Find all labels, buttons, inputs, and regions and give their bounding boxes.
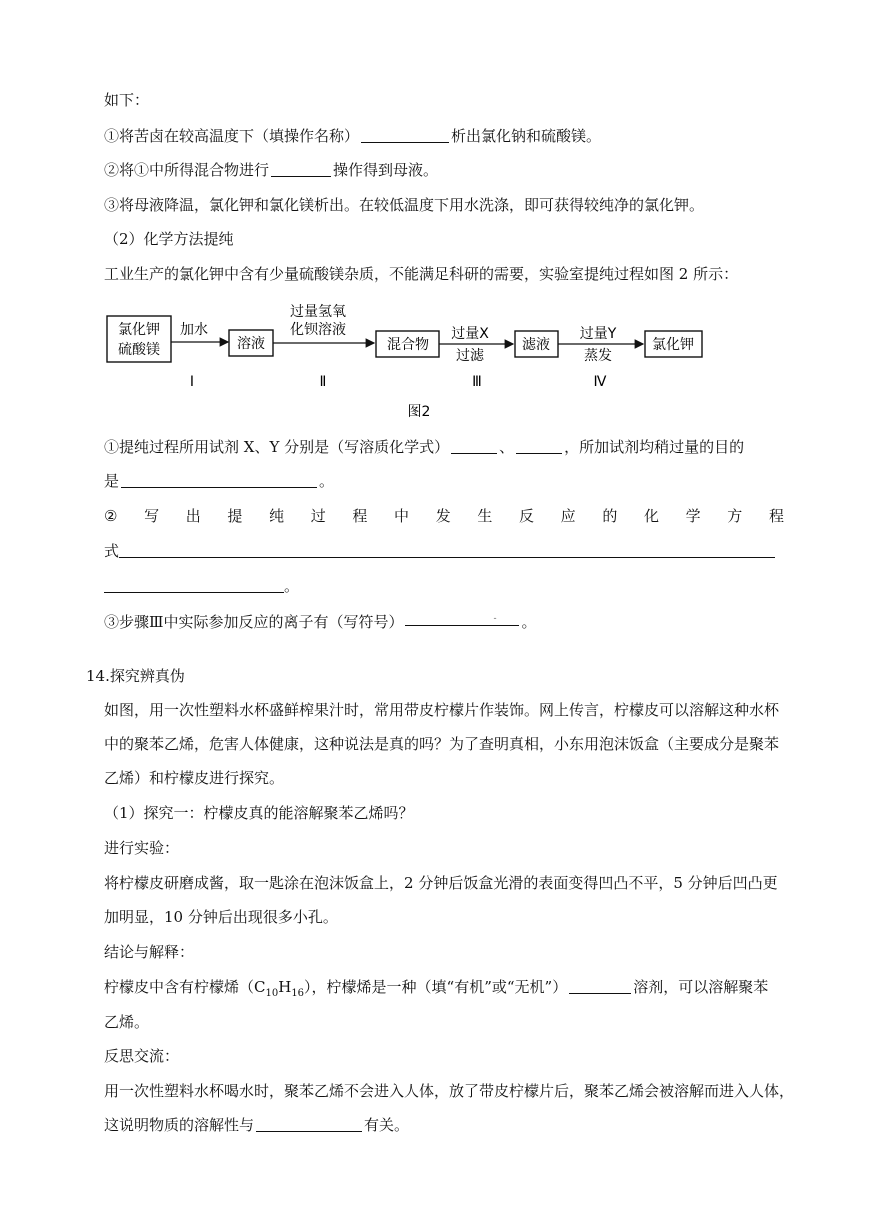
answer-blank-solubility[interactable]: [256, 1115, 362, 1132]
question-1-line: [104, 437, 744, 457]
product-box-label: 氯化钾: [652, 337, 694, 353]
answer-blank-x[interactable]: [451, 437, 497, 454]
faint-mark: -: [493, 614, 497, 624]
arrow-1-label: 加水: [180, 322, 208, 338]
q2-char: 写: [144, 507, 160, 525]
purification-flow-diagram: [0, 0, 869, 430]
answer-blank-purpose[interactable]: [121, 471, 317, 488]
start-box-label-2: 硫酸镁: [118, 342, 160, 358]
q2-char: 纯: [269, 507, 285, 525]
q2-char: 出: [185, 507, 201, 525]
conclusion-end: 乙烯。: [104, 1013, 150, 1031]
q2-char: 学: [685, 507, 701, 525]
question-14-title: [86, 666, 185, 686]
experiment-label: 进行实验：: [104, 839, 180, 857]
paragraph-line: 乙烯）和柠檬皮进行探究。: [104, 769, 285, 787]
step-2-numeral: Ⅱ: [319, 374, 327, 390]
answer-blank-y[interactable]: [516, 437, 562, 454]
experiment-text: 加明显，10 分钟后出现很多小孔。: [104, 908, 338, 926]
conclusion-text: 柠檬皮中含有柠檬烯（C: [104, 978, 266, 996]
conclusion-line: [104, 977, 768, 997]
text-line: [104, 700, 779, 720]
question-2-line-2: [104, 541, 775, 561]
question-1-line-2: [104, 471, 334, 491]
arrow-2-label-1: 过量氢氧: [290, 304, 346, 320]
step-3-numeral: Ⅲ: [472, 374, 482, 390]
answer-blank-equation[interactable]: [119, 541, 775, 558]
question-2-line: [104, 506, 784, 526]
q2-char: 化: [643, 507, 659, 525]
q2-char: 应: [560, 507, 576, 525]
period: 。: [284, 577, 300, 595]
period: 。: [521, 613, 537, 631]
step-1-numeral: Ⅰ: [189, 374, 195, 390]
text-line: [104, 1046, 179, 1066]
question-1-text-end: ，所加试剂均稍过量的目的: [564, 438, 745, 456]
q2-char: 中: [394, 507, 410, 525]
formula-h: H: [278, 978, 292, 996]
paragraph-line: 如图，用一次性塑料水杯盛鲜榨果汁时，常用带皮柠檬片作装饰。网上传言，柠檬皮可以溶解这种水杯: [104, 701, 780, 719]
reflection-label: 反思交流：: [104, 1047, 180, 1065]
question-2-cont: 式: [104, 542, 120, 560]
subscript: 16: [291, 988, 305, 999]
reflection-text-end: 有关。: [364, 1116, 410, 1134]
step-2-text: ②将①中所得混合物进行: [104, 161, 270, 179]
separator: 、: [499, 438, 515, 456]
arrow-3-label-top: 过量X: [451, 326, 489, 342]
step-3-text: ③将母液降温，氯化钾和氯化镁析出。在较低温度下用水洗涤，即可获得较纯净的氯化钾。: [104, 196, 705, 214]
arrow-4-label-top: 过量Y: [579, 326, 617, 342]
question-14-heading: 14.探究辨真伪: [86, 667, 185, 685]
filtrate-box-label: 滤液: [522, 337, 550, 353]
q2-char: 反: [519, 507, 535, 525]
text-line: [104, 803, 414, 823]
exploration-1-heading: （1）探究一：柠檬皮真的能溶解聚苯乙烯吗？: [104, 804, 414, 822]
text-line: [104, 1012, 149, 1032]
conclusion-text-3: 溶剂，可以溶解聚苯: [633, 978, 769, 996]
arrow-3-label-bottom: 过滤: [456, 348, 484, 364]
text-line: [104, 873, 778, 893]
conclusion-text-2: ），柠檬烯是一种（填“有机”或“无机”）: [304, 978, 568, 996]
purification-intro: 工业生产的氯化钾中含有少量硫酸镁杂质，不能满足科研的需要，实验室提纯过程如图 2 所示：: [104, 265, 739, 283]
conclusion-label: 结论与解释：: [104, 943, 195, 961]
question-1-cont: 是: [104, 472, 120, 490]
question-1-text: ①提纯过程所用试剂 X、Y 分别是（写溶质化学式）: [104, 438, 450, 456]
answer-blank-equation-2[interactable]: [104, 576, 284, 593]
text-line: [104, 1081, 794, 1101]
text-line: [104, 734, 779, 754]
paragraph-line: 中的聚苯乙烯，危害人体健康，这种说法是真的吗？为了查明真相，小东用泡沫饭盒（主要成分是聚苯: [104, 735, 780, 753]
reflection-line-2: [104, 1115, 409, 1135]
step-2-text-end: 操作得到母液。: [333, 161, 439, 179]
step-1-text-end: 析出氯化钠和硫酸镁。: [451, 127, 602, 145]
text-line: [104, 942, 194, 962]
text-line: [104, 768, 284, 788]
q2-char: 发: [435, 507, 451, 525]
q2-char: 程: [768, 507, 784, 525]
text-line: [104, 907, 338, 927]
q2-char: 生: [477, 507, 493, 525]
figure-caption: 图2: [407, 404, 431, 420]
q2-char: ②: [104, 507, 118, 525]
experiment-text: 将柠檬皮研磨成酱，取一匙涂在泡沫饭盒上，2 分钟后饭盒光滑的表面变得凹凸不平，5 分钟后凹凸更: [104, 874, 778, 892]
question-2-line-3: [104, 576, 299, 596]
start-box-label-1: 氯化钾: [118, 322, 160, 338]
reflection-text: 用一次性塑料水杯喝水时，聚苯乙烯不会进入人体，放了带皮柠檬片后，聚苯乙烯会被溶解而进入人体，: [104, 1082, 795, 1100]
text-line: [104, 838, 179, 858]
subscript: 10: [265, 988, 279, 999]
arrow-4-label-bottom: 蒸发: [584, 348, 612, 364]
question-3-text: ③步骤Ⅲ中实际参加反应的离子有（写符号）: [104, 613, 404, 631]
reflection-text-2: 这说明物质的溶解性与: [104, 1116, 255, 1134]
q2-char: 程: [352, 507, 368, 525]
chemical-method-heading: （2）化学方法提纯: [104, 230, 234, 248]
period: 。: [319, 472, 335, 490]
intro-text: 如下：: [104, 91, 150, 109]
solution-box-label: 溶液: [237, 336, 265, 352]
step-1-text: ①将苦卤在较高温度下（填操作名称）: [104, 127, 360, 145]
question-3-line: [104, 609, 536, 632]
q2-char: 方: [727, 507, 743, 525]
q2-char: 的: [602, 507, 618, 525]
q2-char: 提: [227, 507, 243, 525]
step-4-numeral: Ⅳ: [593, 374, 607, 390]
q2-char: 过: [310, 507, 326, 525]
mixture-box-label: 混合物: [387, 337, 429, 353]
answer-blank-ions[interactable]: [405, 609, 519, 626]
arrow-2-label-2: 化钡溶液: [290, 322, 346, 338]
answer-blank-solvent[interactable]: [569, 977, 631, 994]
